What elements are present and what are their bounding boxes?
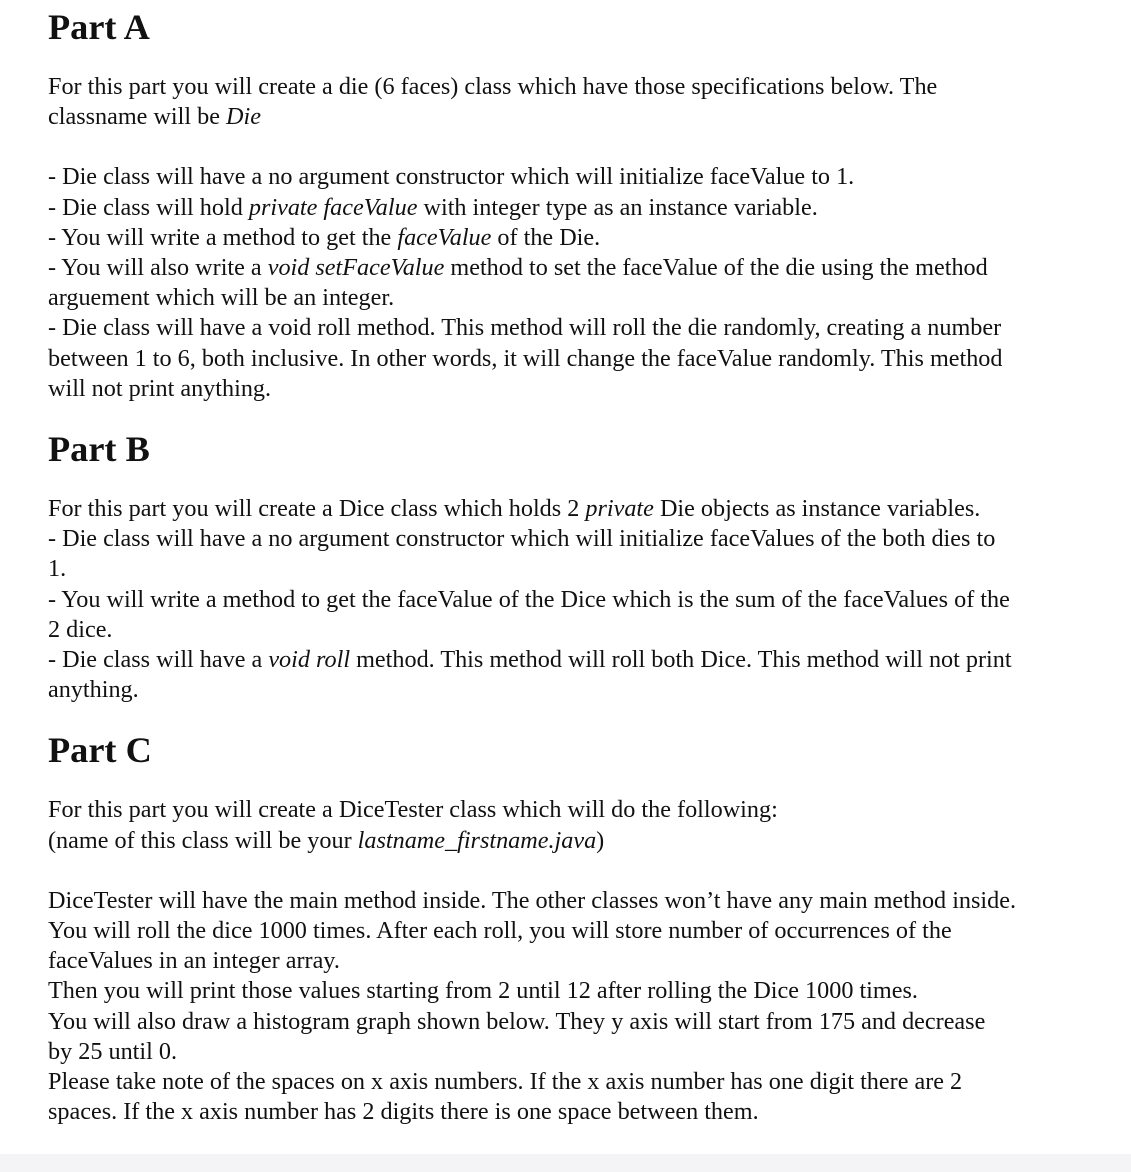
part-a-spec-constructor: - Die class will have a no argument constructor which will initialize faceValue to 1. (48, 163, 855, 191)
part-b-specs (48, 494, 1116, 705)
part-a-spec-setter-cont: arguement which will be an integer. (48, 284, 395, 312)
part-c-line-7: Please take note of the spaces on x axis numbers. If the x axis number has one digit there are 2 (48, 1068, 963, 1096)
part-b-heading: Part B (48, 429, 150, 470)
part-c-section (48, 730, 1116, 1127)
part-a-spec-setter: - You will also write a void setFaceValue method to set the faceValue of the die using the method (48, 254, 988, 282)
part-c-line-5: You will also draw a histogram graph shown below. They y axis will start from 175 and decrease (48, 1007, 986, 1035)
part-a-intro (48, 72, 1116, 132)
part-a-heading: Part A (48, 7, 150, 47)
part-b-spec-constructor-1: - Die class will have a no argument constructor which will initialize faceValues of the both dies to (48, 525, 996, 553)
class-file-name: lastname_firstname.java (357, 826, 597, 854)
part-b-spec-getter-1: - You will write a method to get the faceValue of the Dice which is the sum of the faceValues of the (48, 585, 1010, 613)
part-b-intro: For this part you will create a Dice class which holds 2 private Die objects as instance variables. (48, 495, 981, 523)
part-a-specs (48, 162, 1116, 404)
page-bottom-edge (0, 1154, 1131, 1172)
part-c-body (48, 886, 1116, 1128)
part-c-intro-line-2: (name of this class will be your lastname_firstname.java) (48, 826, 605, 854)
part-a-section (48, 7, 1116, 404)
part-c-heading: Part C (48, 730, 152, 771)
part-a-intro-line-1: For this part you will create a die (6 faces) class which have those specifications below. The (48, 73, 938, 100)
part-c-line-8: spaces. If the x axis number has 2 digits there is one space between them. (48, 1098, 759, 1126)
part-a-spec-roll-3: will not print anything. (48, 374, 272, 402)
part-c-line-2: You will roll the dice 1000 times. After each roll, you will store number of occurrences of the (48, 917, 952, 945)
part-b-spec-getter-2: 2 dice. (48, 615, 113, 643)
part-c-line-3: faceValues in an integer array. (48, 947, 340, 975)
part-a-spec-roll-1: - Die class will have a void roll method. This method will roll the die randomly, creating a number (48, 314, 1002, 342)
part-b-spec-roll-2: anything. (48, 676, 139, 704)
part-b-spec-roll-1: - Die class will have a void roll method. This method will roll both Dice. This method will not print (48, 646, 1012, 674)
part-c-line-6: by 25 until 0. (48, 1037, 178, 1065)
part-a-intro-line-2: classname will be Die (48, 103, 261, 131)
class-name-die: Die (226, 103, 261, 131)
part-a-spec-field: - Die class will hold private faceValue with integer type as an instance variable. (48, 193, 818, 221)
part-b-section (48, 429, 1116, 705)
part-c-line-1: DiceTester will have the main method inside. The other classes won’t have any main method inside. (48, 886, 1017, 914)
part-b-spec-constructor-2: 1. (48, 555, 67, 583)
part-c-line-4: Then you will print those values starting from 2 until 12 after rolling the Dice 1000 times. (48, 977, 918, 1005)
part-c-intro-line-1: For this part you will create a DiceTester class which will do the following: (48, 796, 778, 824)
part-a-spec-roll-2: between 1 to 6, both inclusive. In other words, it will change the faceValue randomly. This method (48, 344, 1003, 372)
part-c-intro (48, 795, 1116, 855)
document-body (48, 7, 1116, 1127)
part-a-spec-getter: - You will write a method to get the faceValue of the Die. (48, 223, 601, 251)
